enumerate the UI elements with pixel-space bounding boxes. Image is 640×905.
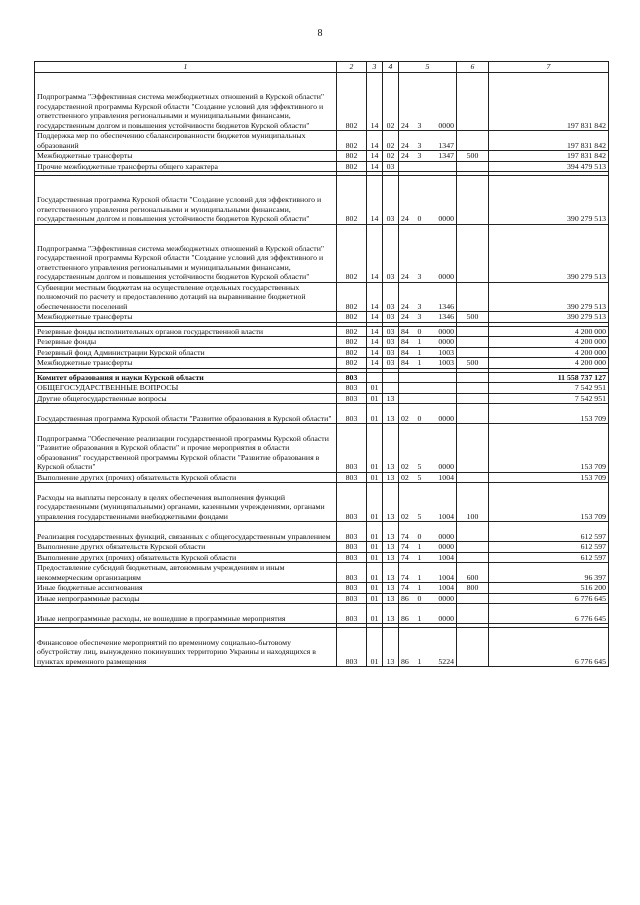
- table-row: [35, 326, 609, 337]
- row-cs-subprogram: 0: [415, 176, 425, 225]
- row-cs-program: 24: [399, 176, 415, 225]
- table-row: [35, 583, 609, 594]
- row-sum: 153 709: [489, 483, 609, 522]
- row-pr: 02: [383, 131, 399, 151]
- row-vr: [457, 393, 489, 404]
- row-cs-direction: 1346: [425, 282, 457, 312]
- table-row: [35, 393, 609, 404]
- row-cs-subprogram: 1: [415, 628, 425, 667]
- row-rz: 14: [367, 347, 383, 358]
- row-sum: 153 709: [489, 404, 609, 424]
- row-cs-program: 74: [399, 522, 415, 542]
- row-pr: [383, 383, 399, 394]
- row-vr: [457, 628, 489, 667]
- row-pr: 03: [383, 326, 399, 337]
- row-cs-program: 02: [399, 404, 415, 424]
- row-pr: 13: [383, 404, 399, 424]
- row-ved: 802: [337, 347, 367, 358]
- row-sum: 4 200 000: [489, 358, 609, 369]
- row-cs-program: 02: [399, 424, 415, 473]
- row-ved: 803: [337, 383, 367, 394]
- table-row: [35, 131, 609, 151]
- row-name: Предоставление субсидий бюджетным, автономным учреждениям и иным некоммерческим организациям: [35, 563, 337, 583]
- row-name: Резервные фонды: [35, 337, 337, 348]
- row-rz: 14: [367, 358, 383, 369]
- row-vr: [457, 472, 489, 483]
- row-ved: 803: [337, 404, 367, 424]
- row-sum: 390 279 513: [489, 312, 609, 323]
- row-ved: 802: [337, 326, 367, 337]
- row-name: Подпрограмма "Обеспечение реализации государственной программы Курской области "Развитие образования в Курской области" и прочие мероприятия в области образования" государственной программы Курской области "Развитие образования в Курской области": [35, 424, 337, 473]
- row-name: Расходы на выплаты персоналу в целях обеспечения выполнения функций государственными (муниципальными) органами, казенными учреждениями, органами управления государственными внебюджетными фондами: [35, 483, 337, 522]
- row-sum: 612 597: [489, 542, 609, 553]
- row-pr: 03: [383, 282, 399, 312]
- row-cs-program: 74: [399, 563, 415, 583]
- row-cs-subprogram: 0: [415, 593, 425, 604]
- row-cs-subprogram: 1: [415, 583, 425, 594]
- row-cs-direction: 0000: [425, 604, 457, 624]
- row-cs-direction: 0000: [425, 337, 457, 348]
- row-pr: 03: [383, 358, 399, 369]
- row-cs-subprogram: 5: [415, 472, 425, 483]
- row-rz: 01: [367, 472, 383, 483]
- row-cs-subprogram: 1: [415, 358, 425, 369]
- row-cs-program: 02: [399, 483, 415, 522]
- col-header-rz: 3: [367, 62, 383, 73]
- row-cs-program: 74: [399, 542, 415, 553]
- row-cs-direction: 1347: [425, 151, 457, 162]
- row-rz: 14: [367, 176, 383, 225]
- row-rz: 01: [367, 483, 383, 522]
- row-cs-program: 74: [399, 583, 415, 594]
- table-row: [35, 372, 609, 383]
- row-pr: 13: [383, 593, 399, 604]
- row-name: Субвенции местным бюджетам на осуществление отдельных государственных полномочий по расчету и предоставлению дотаций на выравнивание бюджетной обеспеченности поселений: [35, 282, 337, 312]
- row-cs-direction: 0000: [425, 224, 457, 282]
- col-header-name: 1: [35, 62, 337, 73]
- row-vr: 500: [457, 151, 489, 162]
- row-pr: 02: [383, 151, 399, 162]
- header-row: [35, 62, 609, 73]
- row-cs-direction: [425, 372, 457, 383]
- row-cs-program: 84: [399, 337, 415, 348]
- row-sum: 390 279 513: [489, 224, 609, 282]
- row-pr: 13: [383, 583, 399, 594]
- row-sum: 197 831 842: [489, 131, 609, 151]
- table-row: [35, 312, 609, 323]
- row-pr: 13: [383, 393, 399, 404]
- table-row: [35, 522, 609, 542]
- row-cs-program: 74: [399, 552, 415, 563]
- row-vr: [457, 372, 489, 383]
- row-vr: [457, 347, 489, 358]
- row-vr: [457, 282, 489, 312]
- row-cs-direction: 0000: [425, 542, 457, 553]
- row-rz: 01: [367, 563, 383, 583]
- table-row: [35, 542, 609, 553]
- row-ved: 803: [337, 542, 367, 553]
- table-row: [35, 552, 609, 563]
- row-sum: 7 542 951: [489, 393, 609, 404]
- row-cs-direction: 0000: [425, 593, 457, 604]
- table-row: [35, 424, 609, 473]
- row-rz: 01: [367, 593, 383, 604]
- row-cs-subprogram: 1: [415, 347, 425, 358]
- row-name: Прочие межбюджетные трансферты общего характера: [35, 161, 337, 172]
- row-cs-program: [399, 383, 415, 394]
- row-rz: 01: [367, 552, 383, 563]
- row-cs-direction: 1004: [425, 563, 457, 583]
- row-name: Резервные фонды исполнительных органов государственной власти: [35, 326, 337, 337]
- row-name: Государственная программа Курской области "Создание условий для эффективного и ответственного управления региональными и муниципальными финансами, государственным долгом и повышения устойчивости бюджетов Курской области": [35, 176, 337, 225]
- row-cs-direction: 0000: [425, 522, 457, 542]
- row-cs-program: 84: [399, 358, 415, 369]
- table-row: [35, 73, 609, 131]
- row-name: Выполнение других обязательств Курской области: [35, 542, 337, 553]
- row-cs-direction: 1004: [425, 483, 457, 522]
- row-cs-subprogram: [415, 372, 425, 383]
- row-cs-subprogram: 3: [415, 282, 425, 312]
- row-cs-subprogram: 3: [415, 131, 425, 151]
- row-cs-direction: 1004: [425, 583, 457, 594]
- row-pr: 03: [383, 224, 399, 282]
- row-ved: 802: [337, 73, 367, 131]
- row-rz: 01: [367, 383, 383, 394]
- row-sum: 394 479 513: [489, 161, 609, 172]
- row-cs-subprogram: 5: [415, 424, 425, 473]
- row-vr: [457, 522, 489, 542]
- row-vr: [457, 383, 489, 394]
- row-sum: 153 709: [489, 424, 609, 473]
- row-cs-subprogram: 1: [415, 337, 425, 348]
- row-name: Иные непрограммные расходы: [35, 593, 337, 604]
- row-cs-program: 24: [399, 282, 415, 312]
- col-header-pr: 4: [383, 62, 399, 73]
- row-sum: 612 597: [489, 552, 609, 563]
- row-name: Резервный фонд Администрации Курской области: [35, 347, 337, 358]
- row-rz: 01: [367, 542, 383, 553]
- row-cs-subprogram: 1: [415, 552, 425, 563]
- row-ved: 802: [337, 282, 367, 312]
- row-cs-program: 24: [399, 312, 415, 323]
- row-cs-subprogram: [415, 161, 425, 172]
- table-row: [35, 628, 609, 667]
- row-pr: [383, 372, 399, 383]
- row-cs-subprogram: [415, 393, 425, 404]
- row-cs-direction: 0000: [425, 73, 457, 131]
- row-sum: 390 279 513: [489, 176, 609, 225]
- row-name: Подпрограмма "Эффективная система межбюджетных отношений в Курской области" государственной программы Курской области "Создание условий для эффективного и ответственного управления региональными и муниципальными финансами, государственным долгом и повышения устойчивости бюджетов Курской области": [35, 224, 337, 282]
- row-ved: 803: [337, 483, 367, 522]
- row-cs-direction: 0000: [425, 326, 457, 337]
- row-rz: [367, 372, 383, 383]
- table-row: [35, 604, 609, 624]
- row-ved: 803: [337, 472, 367, 483]
- row-sum: 516 200: [489, 583, 609, 594]
- row-ved: 802: [337, 224, 367, 282]
- table-row: [35, 383, 609, 394]
- row-name: Иные непрограммные расходы, не вошедшие в программные мероприятия: [35, 604, 337, 624]
- budget-table: [34, 61, 609, 667]
- row-ved: 802: [337, 312, 367, 323]
- row-vr: [457, 224, 489, 282]
- row-pr: 13: [383, 424, 399, 473]
- col-header-cs: 5: [399, 62, 457, 73]
- row-pr: 13: [383, 604, 399, 624]
- row-sum: 7 542 951: [489, 383, 609, 394]
- row-name: Межбюджетные трансферты: [35, 358, 337, 369]
- row-vr: [457, 424, 489, 473]
- row-ved: 803: [337, 552, 367, 563]
- row-ved: 803: [337, 372, 367, 383]
- row-vr: [457, 131, 489, 151]
- row-ved: 802: [337, 337, 367, 348]
- row-cs-program: [399, 393, 415, 404]
- row-cs-program: [399, 161, 415, 172]
- table-row: [35, 176, 609, 225]
- row-sum: 390 279 513: [489, 282, 609, 312]
- row-rz: 01: [367, 522, 383, 542]
- row-name: Выполнение других (прочих) обязательств Курской области: [35, 472, 337, 483]
- row-vr: 500: [457, 358, 489, 369]
- row-sum: 153 709: [489, 472, 609, 483]
- row-vr: 500: [457, 312, 489, 323]
- row-cs-program: 24: [399, 151, 415, 162]
- table-row: [35, 563, 609, 583]
- row-cs-direction: 1004: [425, 472, 457, 483]
- row-name: Межбюджетные трансферты: [35, 151, 337, 162]
- table-row: [35, 483, 609, 522]
- row-cs-program: 02: [399, 472, 415, 483]
- row-ved: 803: [337, 563, 367, 583]
- row-name: Государственная программа Курской области "Развитие образования в Курской области": [35, 404, 337, 424]
- row-cs-subprogram: 1: [415, 542, 425, 553]
- row-rz: 14: [367, 312, 383, 323]
- row-pr: 13: [383, 542, 399, 553]
- row-rz: 14: [367, 337, 383, 348]
- row-cs-subprogram: 5: [415, 483, 425, 522]
- row-vr: [457, 176, 489, 225]
- row-rz: 14: [367, 224, 383, 282]
- table-row: [35, 337, 609, 348]
- row-cs-subprogram: 3: [415, 73, 425, 131]
- table-row: [35, 404, 609, 424]
- row-vr: 600: [457, 563, 489, 583]
- row-vr: [457, 161, 489, 172]
- row-ved: 803: [337, 604, 367, 624]
- row-name: ОБЩЕГОСУДАРСТВЕННЫЕ ВОПРОСЫ: [35, 383, 337, 394]
- row-ved: 802: [337, 151, 367, 162]
- row-rz: 01: [367, 604, 383, 624]
- page-number: 8: [317, 28, 323, 39]
- row-pr: 03: [383, 161, 399, 172]
- row-cs-program: [399, 372, 415, 383]
- row-cs-subprogram: 0: [415, 404, 425, 424]
- row-name: Иные бюджетные ассигнования: [35, 583, 337, 594]
- row-pr: 13: [383, 472, 399, 483]
- col-header-vr: 6: [457, 62, 489, 73]
- row-pr: 13: [383, 628, 399, 667]
- table-row: [35, 593, 609, 604]
- row-sum: 11 558 737 127: [489, 372, 609, 383]
- row-rz: 14: [367, 131, 383, 151]
- row-rz: 14: [367, 161, 383, 172]
- row-rz: 01: [367, 393, 383, 404]
- row-rz: 14: [367, 282, 383, 312]
- row-vr: 800: [457, 583, 489, 594]
- row-sum: 6 776 645: [489, 604, 609, 624]
- table-row: [35, 282, 609, 312]
- table-row: [35, 224, 609, 282]
- row-pr: 03: [383, 176, 399, 225]
- row-ved: 803: [337, 393, 367, 404]
- row-cs-direction: [425, 161, 457, 172]
- row-pr: 13: [383, 522, 399, 542]
- table-row: [35, 472, 609, 483]
- row-sum: 197 831 842: [489, 151, 609, 162]
- row-name: Подпрограмма "Эффективная система межбюджетных отношений в Курской области" государственной программы Курской области "Создание условий для эффективного и ответственного управления региональными и муниципальными финансами, государственным долгом и повышения устойчивости бюджетов Курской области": [35, 73, 337, 131]
- row-name: Поддержка мер по обеспечению сбалансированности бюджетов муниципальных образований: [35, 131, 337, 151]
- col-header-ved: 2: [337, 62, 367, 73]
- row-cs-program: 86: [399, 628, 415, 667]
- row-cs-subprogram: 0: [415, 326, 425, 337]
- row-cs-direction: [425, 383, 457, 394]
- row-pr: 03: [383, 337, 399, 348]
- row-pr: 03: [383, 312, 399, 323]
- row-vr: [457, 552, 489, 563]
- row-cs-program: 24: [399, 73, 415, 131]
- row-vr: [457, 593, 489, 604]
- row-pr: 13: [383, 552, 399, 563]
- row-cs-subprogram: 0: [415, 522, 425, 542]
- row-rz: 01: [367, 404, 383, 424]
- row-rz: 01: [367, 424, 383, 473]
- row-sum: 612 597: [489, 522, 609, 542]
- row-cs-direction: 0000: [425, 176, 457, 225]
- row-cs-subprogram: [415, 383, 425, 394]
- row-vr: [457, 337, 489, 348]
- row-vr: 100: [457, 483, 489, 522]
- row-ved: 803: [337, 593, 367, 604]
- row-cs-subprogram: 1: [415, 563, 425, 583]
- row-ved: 802: [337, 161, 367, 172]
- row-cs-direction: 0000: [425, 404, 457, 424]
- table-row: [35, 161, 609, 172]
- row-cs-direction: 1347: [425, 131, 457, 151]
- col-header-sum: 7: [489, 62, 609, 73]
- row-pr: 03: [383, 347, 399, 358]
- row-name: Выполнение других (прочих) обязательств Курской области: [35, 552, 337, 563]
- row-cs-direction: 1346: [425, 312, 457, 323]
- row-ved: 803: [337, 583, 367, 594]
- row-cs-direction: 1004: [425, 552, 457, 563]
- row-name: Реализация государственных функций, связанных с общегосударственным управлением: [35, 522, 337, 542]
- row-cs-subprogram: 3: [415, 312, 425, 323]
- row-sum: 96 397: [489, 563, 609, 583]
- row-cs-program: 24: [399, 131, 415, 151]
- row-name: Комитет образования и науки Курской области: [35, 372, 337, 383]
- row-rz: 14: [367, 151, 383, 162]
- row-sum: 6 776 645: [489, 628, 609, 667]
- row-ved: 803: [337, 424, 367, 473]
- row-cs-program: 24: [399, 224, 415, 282]
- row-vr: [457, 404, 489, 424]
- row-name: Другие общегосударственные вопросы: [35, 393, 337, 404]
- row-ved: 802: [337, 358, 367, 369]
- row-sum: 197 831 842: [489, 73, 609, 131]
- table-row: [35, 358, 609, 369]
- row-cs-direction: 0000: [425, 424, 457, 473]
- table-row: [35, 151, 609, 162]
- row-sum: 4 200 000: [489, 337, 609, 348]
- row-ved: 802: [337, 131, 367, 151]
- row-cs-direction: [425, 393, 457, 404]
- row-pr: 02: [383, 73, 399, 131]
- row-ved: 802: [337, 176, 367, 225]
- row-vr: [457, 604, 489, 624]
- row-name: Межбюджетные трансферты: [35, 312, 337, 323]
- row-ved: 803: [337, 628, 367, 667]
- row-name: Финансовое обеспечение мероприятий по временному социально-бытовому обустройству лиц, вынужденно покинувших территорию Украины и находящихся в пунктах временного размещения: [35, 628, 337, 667]
- row-cs-program: 86: [399, 593, 415, 604]
- row-cs-direction: 1003: [425, 358, 457, 369]
- row-pr: 13: [383, 483, 399, 522]
- row-cs-subprogram: 3: [415, 151, 425, 162]
- row-vr: [457, 542, 489, 553]
- row-cs-subprogram: 3: [415, 224, 425, 282]
- row-sum: 6 776 645: [489, 593, 609, 604]
- row-cs-program: 84: [399, 347, 415, 358]
- row-rz: 14: [367, 73, 383, 131]
- row-sum: 4 200 000: [489, 347, 609, 358]
- row-cs-direction: 1003: [425, 347, 457, 358]
- row-cs-direction: 5224: [425, 628, 457, 667]
- row-cs-program: 84: [399, 326, 415, 337]
- row-rz: 14: [367, 326, 383, 337]
- row-cs-subprogram: 1: [415, 604, 425, 624]
- row-ved: 803: [337, 522, 367, 542]
- row-rz: 01: [367, 583, 383, 594]
- row-vr: [457, 73, 489, 131]
- row-sum: 4 200 000: [489, 326, 609, 337]
- row-pr: 13: [383, 563, 399, 583]
- row-cs-program: 86: [399, 604, 415, 624]
- row-rz: 01: [367, 628, 383, 667]
- table-row: [35, 347, 609, 358]
- row-vr: [457, 326, 489, 337]
